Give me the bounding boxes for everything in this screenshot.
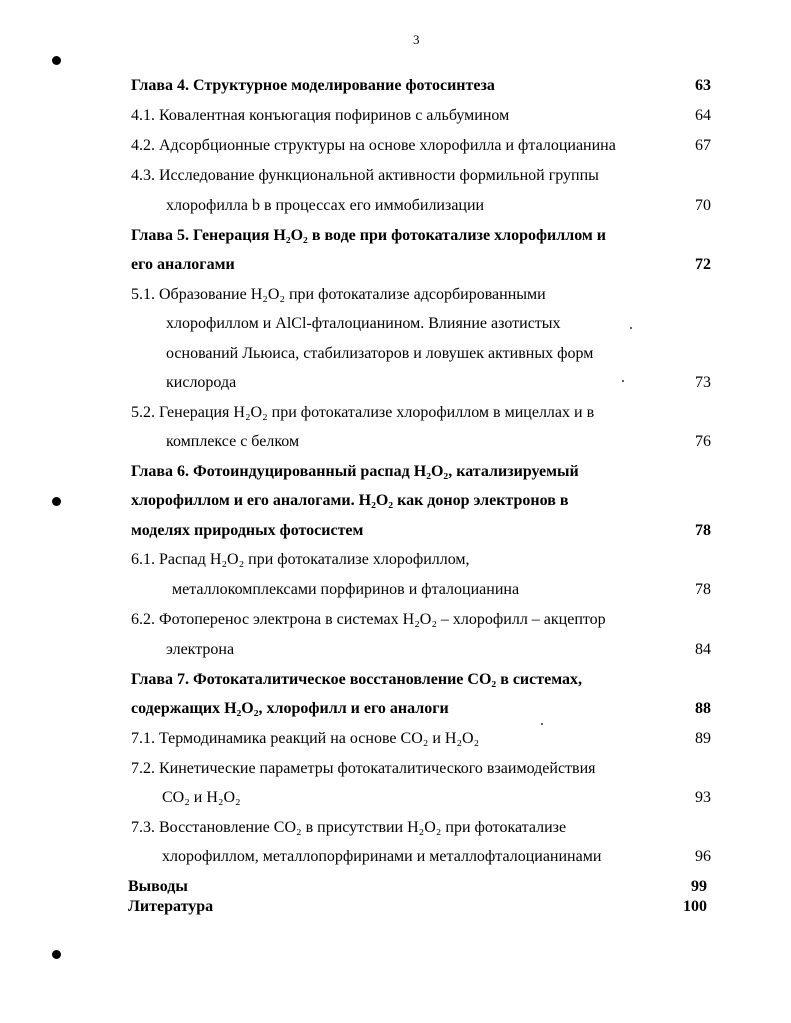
toc-entry-text: 4.2. Адсорбционные структуры на основе хлорофилла и фталоцианина xyxy=(131,137,616,154)
punch-hole xyxy=(52,950,61,959)
toc-entry-text: 4.1. Ковалентная конъюгация пофиринов с альбумином xyxy=(131,107,510,124)
toc-entry xyxy=(0,641,791,661)
toc-entry-text: 6.1. Распад H₂O₂ при фотокатализе хлорофиллом, xyxy=(131,551,470,568)
toc-entry xyxy=(0,789,791,809)
toc-entry-text: 4.3. Исследование функциональной активности формильной группы xyxy=(131,167,599,184)
toc-entry-page: 93 xyxy=(695,789,711,806)
toc-entry-text: кислорода xyxy=(166,374,237,391)
toc-entry-text: Глава 7. Фотокаталитическое восстановление CO₂ в системах, xyxy=(131,671,582,688)
toc-entry-text: 5.2. Генерация H₂O₂ при фотокатализе хлорофиллом в мицеллах и в xyxy=(131,404,595,421)
toc-entry-text: содержащих H₂O₂, хлорофилл и его аналоги xyxy=(131,700,449,717)
toc-entry-text: CO₂ и H₂O₂ xyxy=(162,789,241,806)
toc-entry-chapter-6 xyxy=(0,492,791,512)
toc-entry-text: хлорофилла b в процессах его иммобилизации xyxy=(166,197,485,214)
toc-entry-text: электрона xyxy=(166,641,235,658)
toc-entry-page: 89 xyxy=(695,730,711,747)
page-number: 3 xyxy=(413,32,420,47)
toc-entry-text: хлорофиллом, металлопорфиринами и металлофталоцианинами xyxy=(162,848,602,865)
toc-entry-page: 100 xyxy=(683,898,707,915)
toc-entry-page: 73 xyxy=(695,374,711,391)
toc-entry-page: 96 xyxy=(695,848,711,865)
toc-entry xyxy=(0,107,791,127)
toc-entry-conclusions xyxy=(0,878,791,898)
toc-entry-chapter-6 xyxy=(0,463,791,483)
toc-entry-text: Глава 5. Генерация H₂O₂ в воде при фотокатализе хлорофиллом и xyxy=(131,227,607,244)
toc-entry-text: оснований Льюиса, стабилизаторов и ловушек активных форм xyxy=(166,345,594,362)
toc-entry xyxy=(0,760,791,780)
toc-entry-text: металлокомплексами порфиринов и фталоцианина xyxy=(172,581,520,598)
toc-entry-text: 7.1. Термодинамика реакций на основе CO₂ и H₂O₂ xyxy=(131,730,480,747)
toc-entry-text: хлорофиллом и AlCl-фталоцианином. Влияние азотистых xyxy=(166,315,561,332)
toc-entry xyxy=(0,819,791,839)
punch-hole xyxy=(52,56,61,65)
toc-entry xyxy=(0,137,791,157)
toc-entry-literature xyxy=(0,898,791,918)
toc-entry xyxy=(0,374,791,394)
toc-entry-page: 88 xyxy=(695,700,711,717)
toc-entry xyxy=(0,551,791,571)
toc-entry xyxy=(0,197,791,217)
toc-entry-chapter-6 xyxy=(0,522,791,542)
toc-entry xyxy=(0,433,791,453)
toc-entry-text: Глава 6. Фотоиндуцированный распад H₂O₂, катализируемый xyxy=(131,463,579,480)
toc-entry-chapter-4 xyxy=(0,77,791,97)
toc-entry xyxy=(0,730,791,750)
toc-entry-text: Литература xyxy=(128,898,214,915)
scan-speck xyxy=(541,723,543,725)
toc-entry-text: Выводы xyxy=(128,878,188,895)
toc-entry-page: 78 xyxy=(695,522,711,539)
toc-entry-page: 70 xyxy=(695,197,711,214)
toc-entry-page: 63 xyxy=(695,77,711,94)
toc-entry xyxy=(0,611,791,631)
toc-entry-chapter-7 xyxy=(0,700,791,720)
toc-entry xyxy=(0,167,791,187)
toc-entry-page: 84 xyxy=(695,641,711,658)
toc-entry xyxy=(0,345,791,365)
toc-entry-page: 76 xyxy=(695,433,711,450)
toc-entry-text: его аналогами xyxy=(131,256,235,273)
toc-entry-page: 99 xyxy=(691,878,707,895)
toc-entry-chapter-7 xyxy=(0,671,791,691)
toc-entry-page: 78 xyxy=(695,581,711,598)
toc-entry xyxy=(0,848,791,868)
toc-entry xyxy=(0,315,791,335)
toc-entry-chapter-5 xyxy=(0,256,791,276)
toc-entry-text: хлорофиллом и его аналогами. H₂O₂ как донор электронов в xyxy=(131,492,569,509)
toc-entry-page: 67 xyxy=(695,137,711,154)
toc-entry-text: 6.2. Фотоперенос электрона в системах H₂O₂ – хлорофилл – акцептор xyxy=(131,611,606,628)
toc-entry-text: моделях природных фотосистем xyxy=(131,522,364,539)
toc-entry xyxy=(0,581,791,601)
toc-entry xyxy=(0,404,791,424)
toc-entry-text: комплексе с белком xyxy=(166,433,300,450)
toc-entry-text: 7.2. Кинетические параметры фотокаталитического взаимодействия xyxy=(131,760,596,777)
toc-entry-page: 64 xyxy=(695,107,711,124)
toc-entry-text: 5.1. Образование H₂O₂ при фотокатализе адсорбированными xyxy=(131,286,546,303)
toc-entry-text: Глава 4. Структурное моделирование фотосинтеза xyxy=(131,77,495,94)
toc-entry-chapter-5 xyxy=(0,227,791,247)
toc-entry xyxy=(0,286,791,306)
toc-entry-page: 72 xyxy=(695,256,711,273)
toc-entry-text: 7.3. Восстановление CO₂ в присутствии H₂O₂ при фотокатализе xyxy=(131,819,567,836)
